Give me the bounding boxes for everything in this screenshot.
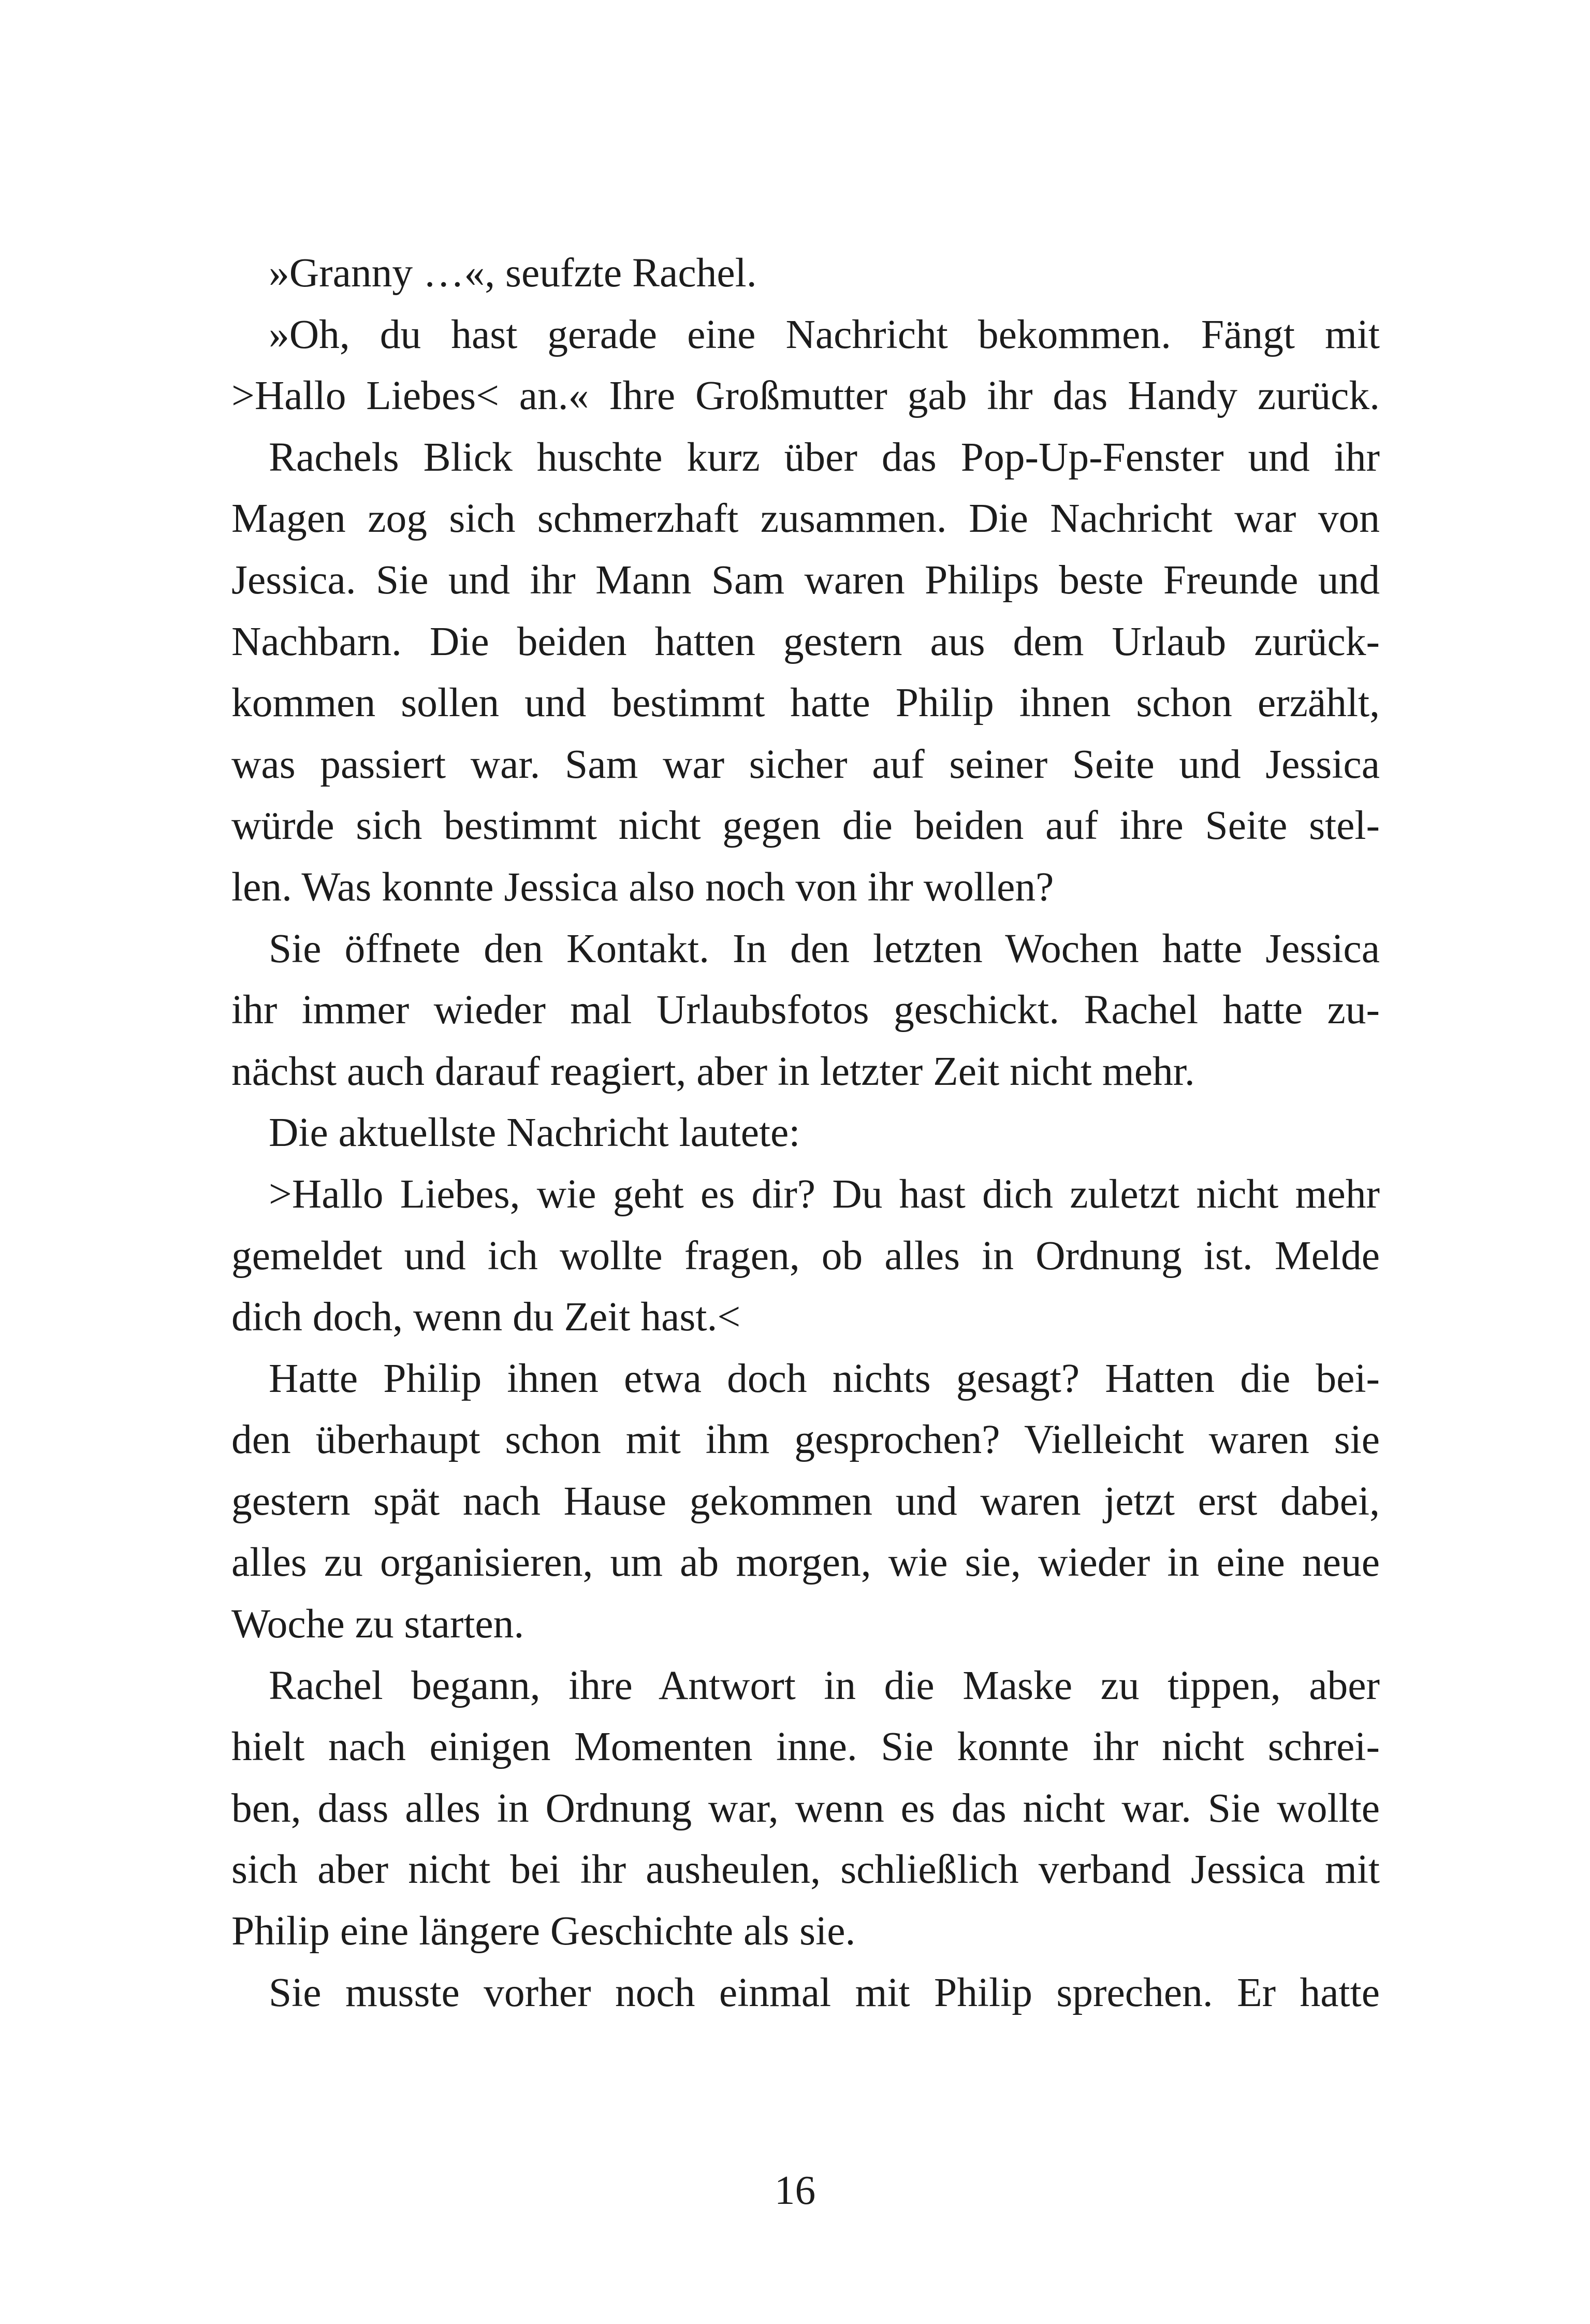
text-line: len. Was konnte Jessica also noch von ihr wollen? [231, 864, 1054, 910]
body-text [231, 242, 1380, 2023]
text-line: Magen zog sich schmerzhaft zusammen. Die Nachricht war von [231, 496, 1380, 542]
text-line: »Oh, du hast gerade eine Nachricht bekommen. Fängt mit [269, 311, 1380, 357]
text-line: Woche zu starten. [231, 1601, 524, 1647]
text-line: was passiert war. Sam war sicher auf seiner Seite und Jessica [231, 741, 1380, 787]
text-line: ihr immer wieder mal Urlaubsfotos geschickt. Rachel hatte zu- [231, 987, 1380, 1033]
text-line: würde sich bestimmt nicht gegen die beiden auf ihre Seite stel- [231, 803, 1380, 849]
text-line: »Granny …«, seufzte Rachel. [269, 250, 757, 296]
text-line: Rachel begann, ihre Antwort in die Maske zu tippen, aber [269, 1662, 1380, 1708]
text-line: sich aber nicht bei ihr ausheulen, schließlich verband Jessica mit [231, 1847, 1380, 1893]
text-line: Sie öffnete den Kontakt. In den letzten Wochen hatte Jessica [269, 925, 1380, 971]
text-line: gemeldet und ich wollte fragen, ob alles in Ordnung ist. Melde [231, 1232, 1380, 1279]
text-line: hielt nach einigen Momenten inne. Sie konnte ihr nicht schrei- [231, 1724, 1380, 1770]
page-number: 16 [774, 2168, 816, 2213]
text-line: ben, dass alles in Ordnung war, wenn es das nicht war. Sie wollte [231, 1785, 1380, 1831]
text-line: >Hallo Liebes, wie geht es dir? Du hast dich zuletzt nicht mehr [269, 1171, 1380, 1217]
text-line: Jessica. Sie und ihr Mann Sam waren Philips beste Freunde und [231, 557, 1380, 603]
text-line: alles zu organisieren, um ab morgen, wie sie, wieder in eine neue [231, 1539, 1380, 1586]
text-line: kommen sollen und bestimmt hatte Philip ihnen schon erzählt, [231, 680, 1380, 726]
text-line: Hatte Philip ihnen etwa doch nichts gesagt? Hatten die bei- [269, 1355, 1380, 1401]
text-line: Rachels Blick huschte kurz über das Pop-Up-Fenster und ihr [269, 434, 1380, 480]
text-line: Sie musste vorher noch einmal mit Philip sprechen. Er hatte [269, 1969, 1380, 2015]
text-line: nächst auch darauf reagiert, aber in letzter Zeit nicht mehr. [231, 1048, 1195, 1094]
text-line: Philip eine längere Geschichte als sie. [231, 1908, 856, 1954]
text-line: >Hallo Liebes< an.« Ihre Großmutter gab ihr das Handy zurück. [231, 373, 1380, 419]
text-line: Nachbarn. Die beiden hatten gestern aus dem Urlaub zurück- [231, 618, 1380, 664]
text-line: den überhaupt schon mit ihm gesprochen? Vielleicht waren sie [231, 1417, 1380, 1463]
text-line: dich doch, wenn du Zeit hast.< [231, 1294, 741, 1340]
text-line: Die aktuellste Nachricht lautete: [269, 1110, 800, 1156]
text-line: gestern spät nach Hause gekommen und waren jetzt erst dabei, [231, 1478, 1380, 1524]
